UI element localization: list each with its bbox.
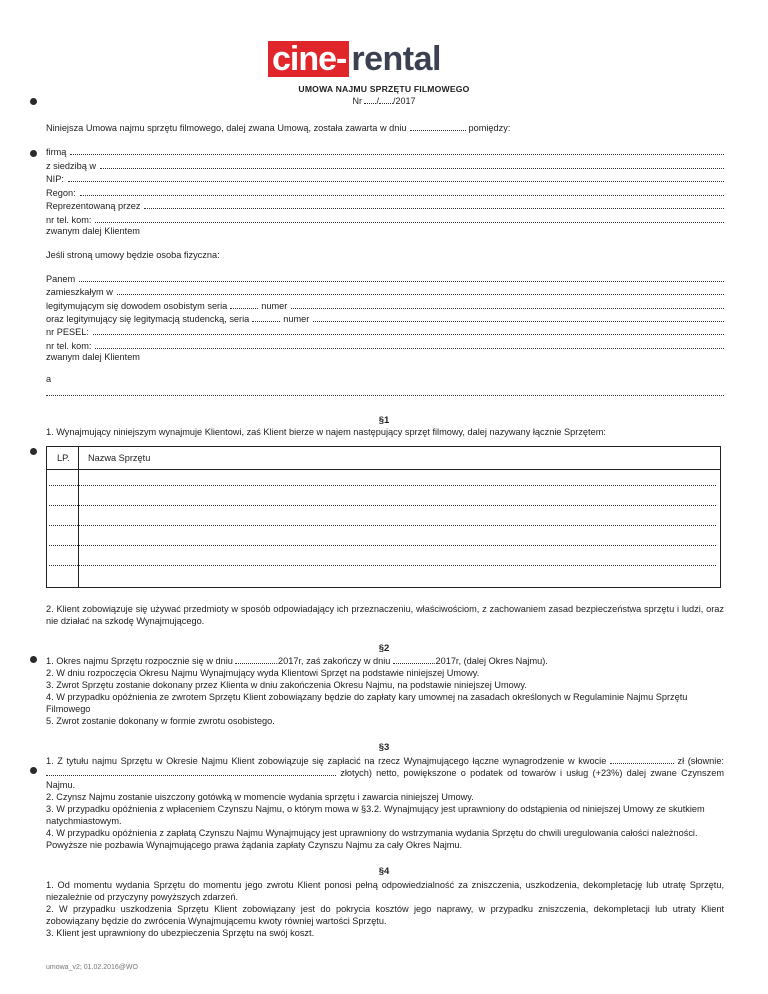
- lessor-line: [46, 387, 724, 399]
- company-tel-line: [46, 214, 724, 226]
- label-id: legitymującym się dowodem osobistym seria: [46, 301, 228, 311]
- table-row[interactable]: [49, 505, 716, 506]
- person-tel-line: [46, 340, 724, 352]
- nip-field[interactable]: [68, 173, 724, 182]
- student-number-field[interactable]: [313, 313, 724, 322]
- person-pesel-line: [46, 326, 724, 338]
- start-date-field[interactable]: [235, 663, 275, 664]
- nr-year: /2017: [393, 96, 416, 106]
- col-equipment-name: Nazwa Sprzętu: [88, 453, 151, 463]
- person-name-line: [46, 273, 724, 285]
- equipment-table: [46, 446, 721, 588]
- person-residence-line: [46, 286, 724, 298]
- s3-p1: [46, 756, 724, 791]
- section-3-heading: §3: [378, 742, 390, 753]
- student-series-field[interactable]: [252, 313, 280, 322]
- residence-field[interactable]: [117, 286, 724, 295]
- table-row[interactable]: [49, 525, 716, 526]
- table-row[interactable]: [49, 545, 716, 546]
- id-number-field[interactable]: [291, 300, 724, 309]
- s2-p5: 5. Zwrot zostanie dokonany w formie zwrotu osobistego.: [46, 716, 275, 726]
- contract-number: [0, 96, 768, 106]
- rep-field[interactable]: [144, 200, 724, 209]
- person-id-line: [46, 300, 724, 312]
- company-regon-line: [46, 187, 724, 199]
- s4-p1: 1. Od momentu wydania Sprzętu do momentu jego zwrotu Klient ponosi pełną odpowiedzialność za zniszczenia, uszkodzenia, dekompletację lub utratę Sprzętu, niezależnie od przyczyny powyższych zdarzeń.: [46, 880, 724, 902]
- company-client-label: zwanym dalej Klientem: [46, 226, 140, 236]
- person-heading: Jeśli stroną umowy będzie osoba fizyczna:: [46, 250, 220, 260]
- cine-rental-logo: [268, 40, 441, 78]
- s1-p2: 2. Klient zobowiązuje się używać przedmioty w sposób odpowiadający ich przeznaczeniu, właściwościom, z zachowaniem zasad bezpieczeństwa sprzętu i ludzi, oraz nie działać na szkodę Wynajmującego.: [46, 604, 724, 626]
- s2-p2: 2. W dniu rozpoczęcia Okresu Najmu Wynajmujący wyda Klientowi Sprzęt na podstawie niniejszej Umowy.: [46, 668, 480, 678]
- amount-words-field[interactable]: [46, 775, 336, 776]
- s3-p1a: 1. Z tytułu najmu Sprzętu w Okresie Najmu Klient zobowiązuje się zapłacić na rzecz Wynajmującego łączne wynagrodzenie w kwocie: [46, 756, 607, 766]
- label-firm: firmą: [46, 147, 67, 157]
- label-id-number: numer: [261, 301, 288, 311]
- person-tel-field[interactable]: [95, 340, 724, 349]
- label-name: Panem: [46, 274, 76, 284]
- company-seat-line: [46, 160, 724, 172]
- punch-hole-dot: [30, 767, 37, 774]
- s3-p1d: złotych) netto, powiększone o podatek od towarów i usług (+23%) dalej zwane Czynszem Najmu.: [46, 767, 724, 790]
- pesel-field[interactable]: [93, 326, 724, 335]
- label-tel: nr tel. kom:: [46, 215, 92, 225]
- label-person-tel: nr tel. kom:: [46, 341, 92, 351]
- table-row[interactable]: [49, 565, 716, 566]
- s2-p1c: .2017r, (dalej Okres Najmu).: [432, 656, 548, 666]
- intro-text: Niniejsza Umowa najmu sprzętu filmowego, dalej zwana Umową, została zawarta w dniu: [46, 123, 407, 133]
- punch-hole-dot: [30, 656, 37, 663]
- punch-hole-dot: [30, 150, 37, 157]
- label-pesel: nr PESEL:: [46, 327, 89, 337]
- tel-field[interactable]: [95, 214, 724, 223]
- company-rep-line: [46, 200, 724, 212]
- s3-p4: 4. W przypadku opóźnienia z zapłatą Czynszu Najmu Wynajmujący jest uprawniony do wstrzymania wydania Sprzętu do chwili uregulowania całości należności. Powyższe nie pozbawia Wynajmującego prawa żądania zapłaty Czynszu Najmu za cały Okres Najmu.: [46, 828, 698, 850]
- intro-suffix: pomiędzy:: [468, 123, 511, 133]
- company-firm-line: [46, 146, 724, 158]
- id-series-field[interactable]: [230, 300, 258, 309]
- s4-p2: 2. W przypadku uszkodzenia Sprzętu Klient zobowiązany jest do pokrycia kosztów jego naprawy, w przypadku zniszczenia, dekompletacji lub utraty Klient zobowiązany będzie do zwrócenia Wynajmującemu kwoty równiej wartości Sprzętu.: [46, 904, 724, 926]
- end-date-field[interactable]: [393, 663, 433, 664]
- person-student-line: [46, 313, 724, 325]
- label-residence: zamieszkałym w: [46, 287, 113, 297]
- person-client-label: zwanym dalej Klientem: [46, 352, 140, 362]
- lessor-field[interactable]: [46, 387, 724, 396]
- s1-p1: 1. Wynajmujący niniejszym wynajmuje Klientowi, zaś Klient bierze w najem następujący sprzęt filmowy, dalej nazywany łącznie Sprzętem:: [46, 427, 606, 437]
- label-regon: Regon:: [46, 188, 76, 198]
- s3-p1b: zł: [677, 756, 685, 766]
- nr-prefix: Nr: [352, 96, 362, 106]
- seat-field[interactable]: [100, 160, 724, 169]
- nr-separator: /: [376, 96, 379, 106]
- s2-p1: [46, 656, 724, 668]
- s3-p3: 3. W przypadku opóźnienia z wpłaceniem Czynszu Najmu, o którym mowa w §3.2. Wynajmujący jest uprawniony do odstąpienia od niniejszej Umowy ze skutkiem natychmiastowym.: [46, 804, 705, 826]
- intro-line: [46, 122, 724, 134]
- s2-p1b: .2017r, zaś zakończy w dniu: [275, 656, 391, 666]
- section-1-heading: §1: [378, 415, 390, 426]
- section-4-heading: §4: [378, 866, 390, 877]
- document-title: UMOWA NAJMU SPRZĘTU FILMOWEGO: [298, 84, 470, 94]
- punch-hole-dot: [30, 448, 37, 455]
- label-student-number: numer: [283, 314, 310, 324]
- name-field[interactable]: [79, 273, 724, 282]
- col-lp: LP.: [57, 453, 70, 463]
- firm-field[interactable]: [70, 146, 724, 155]
- s3-p1c: (słownie:: [687, 756, 724, 766]
- logo-rental: rental: [351, 40, 441, 78]
- s2-p3: 3. Zwrot Sprzętu zostanie dokonany przez Klienta w dniu zakończenia Okresu Najmu, na podstawie niniejszej Umowy.: [46, 680, 527, 690]
- section-2-heading: §2: [378, 643, 390, 654]
- logo-cine: cine-: [268, 41, 349, 77]
- s4-p3: 3. Klient jest uprawniony do ubezpieczenia Sprzętu na swój koszt.: [46, 928, 315, 938]
- regon-field[interactable]: [80, 187, 724, 196]
- label-rep: Reprezentowaną przez: [46, 201, 141, 211]
- company-nip-line: [46, 173, 724, 185]
- and-label: a: [46, 374, 52, 384]
- label-student: oraz legitymujący się legitymacją studencką, seria: [46, 314, 250, 324]
- s3-p2: 2. Czynsz Najmu zostanie uiszczony gotówką w momencie wydania sprzętu i zawarcia niniejszej Umowy.: [46, 792, 474, 802]
- label-seat: z siedzibą w: [46, 161, 97, 171]
- amount-field[interactable]: [610, 763, 674, 764]
- s2-p1a: 1. Okres najmu Sprzętu rozpocznie się w dniu: [46, 656, 233, 666]
- table-row[interactable]: [49, 485, 716, 486]
- s2-p4: 4. W przypadku opóźnienia ze zwrotem Sprzętu Klient zobowiązany będzie do zapłaty kary umownej na zasadach określonych w Regulaminie Najmu Sprzętu Filmowego: [46, 692, 688, 714]
- label-nip: NIP:: [46, 174, 64, 184]
- date-field[interactable]: [410, 122, 466, 131]
- footer-version: umowa_v2; 01.02.2016@WO: [46, 964, 138, 971]
